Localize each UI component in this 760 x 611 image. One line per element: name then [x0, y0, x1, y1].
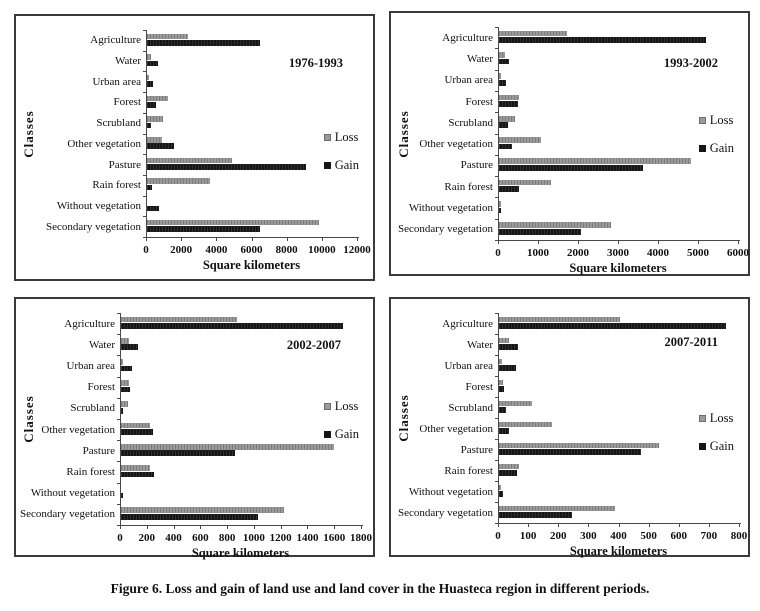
y-axis-tick	[495, 397, 498, 398]
x-axis-tick	[357, 237, 358, 241]
x-axis-tick	[578, 240, 579, 244]
y-axis-title: Classes	[21, 109, 36, 158]
loss-bar-rain-forest	[147, 178, 210, 184]
y-axis-tick	[495, 176, 498, 177]
loss-bar-without-vegetation	[499, 201, 501, 207]
y-axis-tick	[143, 134, 146, 135]
gain-bar-urban-area	[121, 366, 132, 372]
x-tick-label: 1400	[296, 532, 319, 544]
x-tick-label: 1200	[269, 532, 292, 544]
x-axis-tick	[287, 237, 288, 241]
y-axis-title: Classes	[21, 395, 36, 443]
category-label: Secondary vegetation	[398, 506, 493, 519]
legend-label-loss: Loss	[334, 130, 359, 144]
x-axis-tick	[588, 523, 589, 527]
y-axis-tick	[495, 376, 498, 377]
category-label: Forest	[113, 96, 141, 109]
x-tick-label: 800	[218, 532, 236, 544]
loss-bar-secondary-vegetation	[499, 506, 615, 512]
chart-period-title: 1993-2002	[663, 56, 718, 70]
loss-bar-water	[121, 338, 129, 344]
x-axis-tick	[739, 523, 740, 527]
x-tick-label: 400	[165, 532, 182, 544]
y-axis-tick	[495, 439, 498, 440]
category-label: Water	[115, 55, 141, 68]
x-tick-label: 700	[700, 530, 718, 542]
x-axis-tick	[200, 525, 201, 529]
x-axis-tick	[322, 237, 323, 241]
legend-label-loss: Loss	[709, 113, 734, 127]
gain-bar-urban-area	[499, 80, 506, 86]
gain-bar-secondary-vegetation	[147, 226, 260, 232]
x-tick-label: 3000	[607, 247, 629, 259]
x-axis-tick	[174, 525, 175, 529]
chart-panel-1993-2002	[389, 11, 750, 276]
legend-item-gain	[699, 141, 734, 156]
legend-item-loss	[324, 399, 359, 414]
gain-bar-water	[499, 344, 518, 350]
y-axis-tick	[143, 71, 146, 72]
category-label: Water	[89, 338, 115, 351]
loss-bar-forest	[499, 380, 503, 386]
loss-swatch-icon	[699, 117, 706, 124]
y-axis-tick	[495, 418, 498, 419]
gain-bar-without-vegetation	[499, 208, 501, 214]
x-axis-tick	[619, 523, 620, 527]
chart-period-title: 1976-1993	[288, 56, 343, 70]
loss-bar-other-vegetation	[499, 137, 541, 143]
y-axis-tick	[117, 419, 120, 420]
loss-bar-secondary-vegetation	[499, 222, 611, 228]
gain-bar-agriculture	[121, 323, 343, 329]
gain-bar-pasture	[499, 449, 641, 455]
category-label: Agriculture	[442, 317, 493, 330]
x-axis-tick	[334, 525, 335, 529]
gain-bar-pasture	[499, 165, 643, 171]
x-axis-tick	[281, 525, 282, 529]
loss-bar-other-vegetation	[121, 423, 150, 429]
category-label: Pasture	[460, 159, 493, 172]
loss-bar-urban-area	[499, 73, 501, 79]
loss-bar-urban-area	[499, 359, 502, 365]
y-axis-title: Classes	[396, 109, 411, 158]
gain-bar-rain-forest	[121, 472, 154, 478]
legend-item-gain	[324, 158, 359, 173]
y-axis-tick	[117, 461, 120, 462]
loss-bar-water	[499, 52, 505, 58]
y-axis-tick	[495, 355, 498, 356]
gain-bar-other-vegetation	[499, 428, 509, 434]
loss-bar-scrubland	[147, 116, 163, 122]
category-label: Secondary vegetation	[20, 508, 115, 521]
category-label: Rain forest	[66, 466, 115, 478]
gain-bar-without-vegetation	[147, 206, 159, 212]
y-axis-tick	[143, 154, 146, 155]
y-axis-tick	[495, 27, 498, 28]
x-tick-label: 1000	[242, 532, 265, 544]
x-axis-tick	[709, 523, 710, 527]
category-label: Secondary vegetation	[46, 220, 141, 233]
gain-bar-water	[121, 344, 138, 350]
category-label: Scrubland	[96, 117, 141, 130]
y-axis-tick	[143, 196, 146, 197]
gain-bar-other-vegetation	[121, 429, 153, 435]
y-axis-tick	[495, 91, 498, 92]
x-tick-label: 4000	[205, 244, 228, 256]
loss-swatch-icon	[699, 415, 706, 422]
x-tick-label: 12000	[343, 244, 371, 256]
chart-legend	[699, 113, 734, 156]
gain-bar-forest	[121, 387, 130, 393]
x-tick-label: 2000	[567, 247, 589, 259]
loss-bar-pasture	[499, 443, 659, 449]
y-axis-tick	[117, 355, 120, 356]
x-tick-label: 0	[143, 244, 149, 256]
x-tick-label: 300	[580, 530, 597, 542]
loss-bar-agriculture	[499, 317, 620, 323]
category-label: Without vegetation	[56, 199, 141, 212]
gain-bar-rain-forest	[147, 185, 152, 191]
y-axis-tick	[495, 481, 498, 482]
y-axis-tick	[143, 51, 146, 52]
loss-bar-other-vegetation	[499, 422, 552, 428]
y-axis-tick	[495, 155, 498, 156]
category-label: Without vegetation	[408, 202, 493, 215]
y-axis-tick	[495, 460, 498, 461]
x-tick-label: 4000	[647, 247, 669, 259]
legend-label-gain: Gain	[334, 427, 359, 441]
category-label: Agriculture	[90, 34, 141, 47]
gain-bar-scrubland	[147, 123, 151, 129]
x-axis-line	[118, 525, 363, 526]
loss-bar-forest	[499, 95, 519, 101]
x-axis-tick	[498, 240, 499, 244]
figure-caption: Figure 6. Loss and gain of land use and land cover in the Huasteca region in different periods.	[110, 581, 650, 596]
legend-label-gain: Gain	[334, 158, 359, 172]
x-axis-tick	[147, 525, 148, 529]
x-axis-title: Square kilometers	[569, 544, 668, 558]
x-axis-tick	[679, 523, 680, 527]
x-axis-tick	[698, 240, 699, 244]
x-tick-label: 600	[670, 530, 687, 542]
gain-bar-water	[147, 61, 158, 67]
x-tick-label: 800	[730, 530, 748, 542]
x-axis-tick	[498, 523, 499, 527]
legend-label-gain: Gain	[709, 439, 734, 453]
loss-bar-forest	[121, 380, 129, 386]
y-axis-tick	[143, 30, 146, 31]
category-label: Water	[467, 52, 493, 65]
category-label: Scrubland	[448, 401, 493, 414]
legend-item-gain	[699, 439, 734, 454]
loss-bar-urban-area	[147, 75, 149, 81]
category-label: Pasture	[82, 444, 115, 457]
chart-legend	[699, 411, 734, 454]
chart-legend	[324, 130, 359, 173]
x-tick-label: 200	[138, 532, 156, 544]
x-axis-title: Square kilometers	[569, 261, 667, 275]
y-axis-title: Classes	[396, 394, 411, 442]
category-label: Scrubland	[70, 402, 115, 415]
x-tick-label: 100	[519, 530, 537, 542]
gain-bar-forest	[499, 101, 518, 107]
y-axis-tick	[117, 377, 120, 378]
x-tick-label: 0	[117, 532, 123, 544]
category-label: Other vegetation	[41, 423, 115, 436]
category-label: Urban area	[444, 359, 493, 372]
x-axis-tick	[538, 240, 539, 244]
loss-bar-secondary-vegetation	[121, 507, 284, 513]
y-axis-tick	[495, 197, 498, 198]
y-axis-tick	[495, 334, 498, 335]
category-label: Other vegetation	[419, 422, 493, 435]
loss-bar-secondary-vegetation	[147, 220, 319, 226]
category-label: Rain forest	[444, 180, 493, 193]
loss-bar-forest	[147, 96, 168, 102]
chart-legend	[324, 399, 359, 442]
x-axis-tick	[120, 525, 121, 529]
legend-label-loss: Loss	[709, 411, 734, 425]
category-label: Urban area	[92, 75, 141, 88]
y-axis-tick	[143, 92, 146, 93]
x-axis-tick	[649, 523, 650, 527]
category-label: Without vegetation	[30, 487, 115, 500]
loss-bar-water	[147, 54, 151, 60]
gain-bar-rain-forest	[499, 470, 517, 476]
gain-bar-without-vegetation	[499, 491, 503, 497]
gain-bar-pasture	[147, 164, 306, 170]
y-axis-tick	[495, 70, 498, 71]
x-tick-label: 1600	[323, 532, 346, 544]
gain-bar-forest	[147, 102, 156, 108]
loss-bar-pasture	[147, 158, 232, 164]
x-tick-label: 600	[192, 532, 209, 544]
category-label: Without vegetation	[408, 485, 493, 498]
category-label: Scrubland	[448, 116, 493, 129]
gain-bar-urban-area	[147, 81, 153, 87]
x-axis-tick	[618, 240, 619, 244]
category-label: Rain forest	[444, 464, 493, 477]
gain-swatch-icon	[324, 162, 331, 169]
x-tick-label: 10000	[308, 244, 336, 256]
gain-bar-secondary-vegetation	[499, 512, 572, 518]
x-axis-tick	[227, 525, 228, 529]
category-label: Other vegetation	[67, 137, 141, 150]
loss-bar-scrubland	[121, 401, 128, 407]
y-axis-tick	[143, 113, 146, 114]
loss-bar-agriculture	[147, 34, 188, 40]
x-axis-title: Square kilometers	[202, 258, 301, 272]
category-label: Agriculture	[442, 31, 493, 44]
gain-bar-water	[499, 59, 509, 65]
chart-period-title: 2002-2007	[286, 338, 341, 352]
chart-panel-1976-1993	[14, 14, 375, 281]
chart-panel-2002-2007	[14, 297, 375, 560]
x-axis-tick	[254, 525, 255, 529]
gain-bar-secondary-vegetation	[121, 514, 258, 520]
x-axis-tick	[658, 240, 659, 244]
gain-bar-rain-forest	[499, 186, 519, 192]
category-label: Forest	[87, 381, 115, 394]
loss-bar-without-vegetation	[499, 485, 501, 491]
category-label: Rain forest	[92, 179, 141, 192]
gain-bar-agriculture	[147, 40, 260, 46]
x-tick-label: 1000	[527, 247, 549, 259]
x-axis-title: Square kilometers	[191, 546, 290, 560]
x-tick-label: 5000	[687, 247, 709, 259]
x-tick-label: 0	[495, 530, 501, 542]
x-tick-label: 400	[610, 530, 627, 542]
y-axis-tick	[495, 48, 498, 49]
x-axis-tick	[361, 525, 362, 529]
y-axis-tick	[495, 219, 498, 220]
category-label: Secondary vegetation	[398, 223, 493, 236]
x-tick-label: 0	[495, 247, 501, 259]
x-tick-label: 8000	[275, 244, 298, 256]
legend-item-loss	[699, 113, 734, 128]
loss-swatch-icon	[324, 403, 331, 410]
y-axis-tick	[495, 502, 498, 503]
category-label: Pasture	[108, 158, 141, 171]
gain-bar-agriculture	[499, 323, 726, 329]
chart-panel-2007-2011	[389, 297, 750, 557]
y-axis-tick	[495, 134, 498, 135]
x-axis-tick	[252, 237, 253, 241]
loss-bar-scrubland	[499, 401, 532, 407]
x-tick-label: 6000	[727, 247, 749, 259]
category-label: Water	[467, 338, 493, 351]
x-axis-tick	[738, 240, 739, 244]
x-axis-tick	[181, 237, 182, 241]
gain-bar-agriculture	[499, 37, 706, 43]
category-label: Pasture	[460, 443, 493, 456]
y-axis-tick	[117, 398, 120, 399]
y-axis-tick	[117, 313, 120, 314]
category-label: Forest	[465, 380, 493, 393]
y-axis-tick	[143, 216, 146, 217]
legend-item-gain	[324, 427, 359, 442]
gain-bar-forest	[499, 386, 504, 392]
x-axis-tick	[558, 523, 559, 527]
y-axis-tick	[117, 483, 120, 484]
y-axis-tick	[143, 175, 146, 176]
gain-bar-secondary-vegetation	[499, 229, 581, 235]
category-label: Other vegetation	[419, 138, 493, 151]
x-tick-label: 1800	[350, 532, 372, 544]
loss-bar-water	[499, 338, 509, 344]
loss-bar-rain-forest	[499, 464, 519, 470]
gain-bar-other-vegetation	[147, 143, 174, 149]
legend-item-loss	[699, 411, 734, 426]
x-tick-label: 200	[550, 530, 567, 542]
chart-period-title: 2007-2011	[664, 335, 718, 349]
loss-bar-pasture	[499, 158, 691, 164]
gain-swatch-icon	[699, 145, 706, 152]
gain-swatch-icon	[324, 431, 331, 438]
x-tick-label: 2000	[170, 244, 193, 256]
y-axis-tick	[495, 112, 498, 113]
loss-bar-pasture	[121, 444, 334, 450]
gain-swatch-icon	[699, 443, 706, 450]
y-axis-tick	[495, 313, 498, 314]
category-label: Agriculture	[64, 317, 115, 330]
y-axis-tick	[117, 334, 120, 335]
loss-bar-scrubland	[499, 116, 515, 122]
y-axis-tick	[117, 504, 120, 505]
gain-bar-without-vegetation	[121, 493, 123, 499]
gain-bar-urban-area	[499, 365, 516, 371]
loss-bar-agriculture	[499, 31, 567, 37]
legend-item-loss	[324, 130, 359, 145]
x-axis-tick	[307, 525, 308, 529]
x-tick-label: 6000	[240, 244, 263, 256]
x-tick-label: 500	[640, 530, 657, 542]
loss-swatch-icon	[324, 134, 331, 141]
category-label: Forest	[465, 95, 493, 108]
loss-bar-other-vegetation	[147, 137, 162, 143]
x-axis-tick	[146, 237, 147, 241]
x-axis-tick	[216, 237, 217, 241]
loss-bar-rain-forest	[499, 180, 551, 186]
category-label: Urban area	[444, 74, 493, 87]
gain-bar-pasture	[121, 450, 235, 456]
gain-bar-scrubland	[499, 407, 506, 413]
category-label: Urban area	[66, 360, 115, 372]
gain-bar-scrubland	[499, 122, 508, 128]
gain-bar-scrubland	[121, 408, 123, 414]
legend-label-gain: Gain	[709, 141, 734, 155]
gain-bar-other-vegetation	[499, 144, 512, 150]
loss-bar-urban-area	[121, 359, 123, 365]
loss-bar-rain-forest	[121, 465, 150, 471]
loss-bar-agriculture	[121, 317, 237, 323]
y-axis-tick	[117, 440, 120, 441]
legend-label-loss: Loss	[334, 399, 359, 413]
x-axis-tick	[528, 523, 529, 527]
